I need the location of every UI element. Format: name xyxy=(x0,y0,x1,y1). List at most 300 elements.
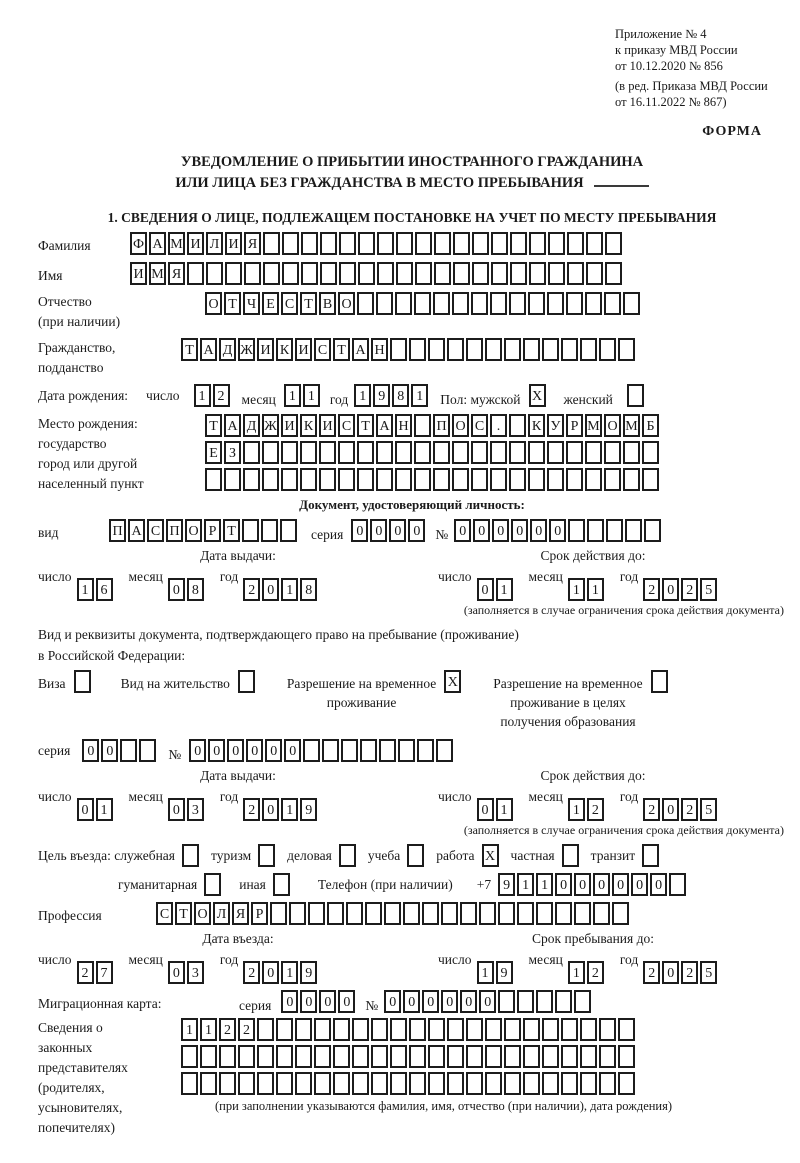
representatives-cell[interactable] xyxy=(276,1018,293,1041)
patronymic-cell[interactable]: С xyxy=(281,292,298,315)
representatives-cell[interactable] xyxy=(257,1072,274,1095)
doc-kind-cell[interactable]: Р xyxy=(204,519,221,542)
permit-valid-month-cell[interactable]: 1 xyxy=(568,798,585,821)
profession-cell[interactable] xyxy=(441,902,458,925)
representatives-cell[interactable] xyxy=(409,1045,426,1068)
representatives-cell[interactable] xyxy=(561,1018,578,1041)
phone-cell[interactable]: 0 xyxy=(631,873,648,896)
entry-year-cell[interactable]: 9 xyxy=(300,961,317,984)
birth-place-cell[interactable]: Е xyxy=(205,441,222,464)
phone-cell[interactable] xyxy=(669,873,686,896)
permit-number-cell[interactable] xyxy=(322,739,339,762)
name-cell[interactable] xyxy=(548,262,565,285)
birth-place-cell[interactable] xyxy=(452,468,469,491)
representatives-cell[interactable]: 2 xyxy=(238,1018,255,1041)
patronymic-cell[interactable] xyxy=(376,292,393,315)
representatives-cell[interactable] xyxy=(466,1045,483,1068)
birth-place-cell[interactable] xyxy=(566,468,583,491)
citizenship-cell[interactable] xyxy=(580,338,597,361)
birth-place-cell[interactable] xyxy=(338,441,355,464)
doc-issue-year-cell[interactable]: 8 xyxy=(300,578,317,601)
birth-place-cell[interactable] xyxy=(433,441,450,464)
representatives-cell[interactable] xyxy=(542,1045,559,1068)
birth-place-cell[interactable] xyxy=(433,468,450,491)
representatives-cell[interactable] xyxy=(352,1072,369,1095)
representatives-cell[interactable] xyxy=(447,1072,464,1095)
doc-series-cell[interactable]: 0 xyxy=(389,519,406,542)
birth-place-cell[interactable]: . xyxy=(490,414,507,437)
birth-place-cell[interactable] xyxy=(376,441,393,464)
representatives-cell[interactable] xyxy=(295,1072,312,1095)
citizenship-cell[interactable]: К xyxy=(276,338,293,361)
entry-month-cell[interactable]: 0 xyxy=(168,961,185,984)
representatives-cell[interactable] xyxy=(561,1072,578,1095)
purpose-business-checkbox[interactable] xyxy=(339,844,356,867)
doc-number-cell[interactable] xyxy=(644,519,661,542)
surname-cell[interactable] xyxy=(301,232,318,255)
permit-issue-day-cell[interactable]: 1 xyxy=(96,798,113,821)
purpose-other-checkbox[interactable] xyxy=(273,873,290,896)
representatives-cell[interactable] xyxy=(447,1018,464,1041)
birth-place-cell[interactable]: У xyxy=(547,414,564,437)
citizenship-cell[interactable] xyxy=(485,338,502,361)
doc-number-cell[interactable] xyxy=(587,519,604,542)
birth-place-cell[interactable] xyxy=(528,441,545,464)
birth-place-cell[interactable] xyxy=(452,441,469,464)
birth-place-cell[interactable]: О xyxy=(604,414,621,437)
representatives-cell[interactable] xyxy=(257,1018,274,1041)
patronymic-cell[interactable] xyxy=(547,292,564,315)
patronymic-cell[interactable] xyxy=(471,292,488,315)
doc-number-cell[interactable]: 0 xyxy=(549,519,566,542)
profession-cell[interactable] xyxy=(346,902,363,925)
doc-issue-year-cell[interactable]: 2 xyxy=(243,578,260,601)
birth-place-cell[interactable] xyxy=(490,441,507,464)
entry-year-cell[interactable]: 0 xyxy=(262,961,279,984)
representatives-cell[interactable] xyxy=(200,1045,217,1068)
stay-year-cell[interactable]: 5 xyxy=(700,961,717,984)
surname-cell[interactable] xyxy=(434,232,451,255)
entry-month-cell[interactable]: 3 xyxy=(187,961,204,984)
name-cell[interactable] xyxy=(529,262,546,285)
phone-cell[interactable]: 9 xyxy=(498,873,515,896)
name-cell[interactable] xyxy=(434,262,451,285)
phone-cell[interactable]: 0 xyxy=(555,873,572,896)
patronymic-cell[interactable]: О xyxy=(338,292,355,315)
representatives-cell[interactable] xyxy=(409,1018,426,1041)
permit-valid-year-cell[interactable]: 0 xyxy=(662,798,679,821)
profession-cell[interactable] xyxy=(289,902,306,925)
surname-cell[interactable] xyxy=(472,232,489,255)
citizenship-cell[interactable]: Т xyxy=(333,338,350,361)
sex-male-checkbox[interactable]: X xyxy=(529,384,546,407)
name-cell[interactable] xyxy=(377,262,394,285)
representatives-cell[interactable] xyxy=(219,1072,236,1095)
permit-number-cell[interactable] xyxy=(341,739,358,762)
patronymic-cell[interactable] xyxy=(509,292,526,315)
birth-place-cell[interactable] xyxy=(490,468,507,491)
representatives-cell[interactable] xyxy=(371,1072,388,1095)
name-cell[interactable] xyxy=(225,262,242,285)
permit-number-cell[interactable]: 0 xyxy=(265,739,282,762)
representatives-cell[interactable] xyxy=(371,1045,388,1068)
citizenship-cell[interactable]: И xyxy=(257,338,274,361)
permit-valid-year-cell[interactable]: 2 xyxy=(681,798,698,821)
surname-cell[interactable] xyxy=(510,232,527,255)
representatives-cell[interactable] xyxy=(485,1045,502,1068)
profession-cell[interactable]: Я xyxy=(232,902,249,925)
profession-cell[interactable] xyxy=(365,902,382,925)
name-cell[interactable] xyxy=(244,262,261,285)
representatives-cell[interactable] xyxy=(352,1018,369,1041)
permit-number-cell[interactable] xyxy=(360,739,377,762)
surname-cell[interactable] xyxy=(377,232,394,255)
doc-valid-month-cell[interactable]: 1 xyxy=(568,578,585,601)
birth-place-cell[interactable]: А xyxy=(376,414,393,437)
purpose-work-checkbox[interactable]: X xyxy=(482,844,499,867)
purpose-study-checkbox[interactable] xyxy=(407,844,424,867)
doc-issue-year-cell[interactable]: 1 xyxy=(281,578,298,601)
migration-number-cell[interactable] xyxy=(574,990,591,1013)
name-cell[interactable] xyxy=(586,262,603,285)
surname-cell[interactable] xyxy=(339,232,356,255)
birth-place-cell[interactable]: Т xyxy=(357,414,374,437)
citizenship-cell[interactable]: Н xyxy=(371,338,388,361)
birth-place-cell[interactable] xyxy=(528,468,545,491)
representatives-cell[interactable] xyxy=(181,1072,198,1095)
birth-place-cell[interactable]: К xyxy=(528,414,545,437)
doc-issue-year-cell[interactable]: 0 xyxy=(262,578,279,601)
patronymic-cell[interactable] xyxy=(623,292,640,315)
profession-cell[interactable]: Т xyxy=(175,902,192,925)
representatives-cell[interactable] xyxy=(238,1045,255,1068)
name-cell[interactable] xyxy=(567,262,584,285)
permit-number-cell[interactable] xyxy=(436,739,453,762)
patronymic-cell[interactable]: Е xyxy=(262,292,279,315)
patronymic-cell[interactable]: Т xyxy=(224,292,241,315)
birth-month-cell[interactable]: 1 xyxy=(284,384,301,407)
representatives-cell[interactable] xyxy=(428,1018,445,1041)
birth-place-cell[interactable] xyxy=(604,441,621,464)
citizenship-cell[interactable]: И xyxy=(295,338,312,361)
purpose-private-checkbox[interactable] xyxy=(562,844,579,867)
phone-cell[interactable]: 1 xyxy=(517,873,534,896)
doc-issue-month-cell[interactable]: 0 xyxy=(168,578,185,601)
permit-valid-day-cell[interactable]: 1 xyxy=(496,798,513,821)
migration-number-cell[interactable]: 0 xyxy=(479,990,496,1013)
representatives-cell[interactable] xyxy=(333,1045,350,1068)
stay-day-cell[interactable]: 9 xyxy=(496,961,513,984)
patronymic-cell[interactable] xyxy=(357,292,374,315)
permit-issue-year-cell[interactable]: 9 xyxy=(300,798,317,821)
citizenship-cell[interactable] xyxy=(428,338,445,361)
representatives-cell[interactable] xyxy=(466,1018,483,1041)
representatives-cell[interactable] xyxy=(200,1072,217,1095)
birth-place-cell[interactable]: Н xyxy=(395,414,412,437)
phone-cell[interactable]: 0 xyxy=(650,873,667,896)
purpose-tourism-checkbox[interactable] xyxy=(258,844,275,867)
surname-cell[interactable]: Л xyxy=(206,232,223,255)
representatives-cell[interactable] xyxy=(618,1045,635,1068)
doc-valid-day-cell[interactable]: 1 xyxy=(496,578,513,601)
doc-number-cell[interactable] xyxy=(625,519,642,542)
doc-valid-year-cell[interactable]: 2 xyxy=(681,578,698,601)
representatives-cell[interactable] xyxy=(390,1045,407,1068)
representatives-cell[interactable] xyxy=(599,1045,616,1068)
representatives-cell[interactable]: 1 xyxy=(200,1018,217,1041)
birth-place-cell[interactable]: М xyxy=(585,414,602,437)
representatives-cell[interactable] xyxy=(618,1018,635,1041)
citizenship-cell[interactable] xyxy=(447,338,464,361)
name-cell[interactable]: И xyxy=(130,262,147,285)
doc-valid-year-cell[interactable]: 2 xyxy=(643,578,660,601)
profession-cell[interactable]: Р xyxy=(251,902,268,925)
representatives-cell[interactable] xyxy=(276,1072,293,1095)
profession-cell[interactable] xyxy=(308,902,325,925)
phone-cell[interactable]: 1 xyxy=(536,873,553,896)
migration-number-cell[interactable]: 0 xyxy=(422,990,439,1013)
representatives-cell[interactable] xyxy=(295,1018,312,1041)
representatives-cell[interactable] xyxy=(428,1072,445,1095)
representatives-cell[interactable] xyxy=(523,1072,540,1095)
patronymic-cell[interactable] xyxy=(452,292,469,315)
stay-year-cell[interactable]: 0 xyxy=(662,961,679,984)
profession-cell[interactable] xyxy=(422,902,439,925)
birth-place-cell[interactable] xyxy=(414,414,431,437)
surname-cell[interactable]: М xyxy=(168,232,185,255)
representatives-cell[interactable] xyxy=(276,1045,293,1068)
doc-number-cell[interactable]: 0 xyxy=(530,519,547,542)
profession-cell[interactable] xyxy=(270,902,287,925)
representatives-cell[interactable] xyxy=(390,1072,407,1095)
birth-place-cell[interactable] xyxy=(300,441,317,464)
name-cell[interactable] xyxy=(320,262,337,285)
representatives-cell[interactable] xyxy=(428,1045,445,1068)
representatives-cell[interactable] xyxy=(523,1018,540,1041)
entry-year-cell[interactable]: 2 xyxy=(243,961,260,984)
citizenship-cell[interactable] xyxy=(542,338,559,361)
surname-cell[interactable] xyxy=(586,232,603,255)
patronymic-cell[interactable] xyxy=(395,292,412,315)
birth-place-cell[interactable]: А xyxy=(224,414,241,437)
permit-issue-year-cell[interactable]: 1 xyxy=(281,798,298,821)
birth-year-cell[interactable]: 8 xyxy=(392,384,409,407)
representatives-cell[interactable] xyxy=(542,1072,559,1095)
doc-issue-day-cell[interactable]: 1 xyxy=(77,578,94,601)
name-cell[interactable] xyxy=(187,262,204,285)
birth-place-cell[interactable] xyxy=(623,468,640,491)
migration-series-cell[interactable]: 0 xyxy=(319,990,336,1013)
stay-month-cell[interactable]: 2 xyxy=(587,961,604,984)
patronymic-cell[interactable]: Ч xyxy=(243,292,260,315)
surname-cell[interactable] xyxy=(263,232,280,255)
phone-cell[interactable]: 0 xyxy=(593,873,610,896)
citizenship-cell[interactable] xyxy=(599,338,616,361)
birth-place-cell[interactable] xyxy=(395,468,412,491)
birth-place-cell[interactable] xyxy=(509,414,526,437)
representatives-cell[interactable] xyxy=(314,1045,331,1068)
representatives-cell[interactable] xyxy=(580,1018,597,1041)
profession-cell[interactable] xyxy=(555,902,572,925)
representatives-cell[interactable] xyxy=(219,1045,236,1068)
entry-year-cell[interactable]: 1 xyxy=(281,961,298,984)
birth-place-cell[interactable] xyxy=(471,441,488,464)
migration-number-cell[interactable]: 0 xyxy=(384,990,401,1013)
birth-place-cell[interactable]: И xyxy=(319,414,336,437)
representatives-cell[interactable] xyxy=(238,1072,255,1095)
entry-day-cell[interactable]: 7 xyxy=(96,961,113,984)
surname-cell[interactable]: Я xyxy=(244,232,261,255)
name-cell[interactable] xyxy=(605,262,622,285)
representatives-cell[interactable] xyxy=(390,1018,407,1041)
patronymic-cell[interactable] xyxy=(433,292,450,315)
permit-valid-day-cell[interactable]: 0 xyxy=(477,798,494,821)
citizenship-cell[interactable] xyxy=(504,338,521,361)
surname-cell[interactable] xyxy=(529,232,546,255)
profession-cell[interactable] xyxy=(327,902,344,925)
representatives-cell[interactable] xyxy=(295,1045,312,1068)
representatives-cell[interactable] xyxy=(504,1045,521,1068)
birth-place-cell[interactable]: Б xyxy=(642,414,659,437)
birth-place-cell[interactable]: Д xyxy=(243,414,260,437)
migration-number-cell[interactable]: 0 xyxy=(460,990,477,1013)
name-cell[interactable]: Я xyxy=(168,262,185,285)
birth-day-cell[interactable]: 1 xyxy=(194,384,211,407)
entry-day-cell[interactable]: 2 xyxy=(77,961,94,984)
permit-number-cell[interactable] xyxy=(303,739,320,762)
representatives-cell[interactable] xyxy=(314,1072,331,1095)
birth-place-cell[interactable] xyxy=(604,468,621,491)
name-cell[interactable] xyxy=(339,262,356,285)
birth-place-cell[interactable] xyxy=(509,441,526,464)
migration-number-cell[interactable] xyxy=(517,990,534,1013)
sex-female-checkbox[interactable] xyxy=(627,384,644,407)
representatives-cell[interactable]: 1 xyxy=(181,1018,198,1041)
permit-number-cell[interactable] xyxy=(398,739,415,762)
phone-cell[interactable]: 0 xyxy=(612,873,629,896)
profession-cell[interactable] xyxy=(536,902,553,925)
doc-number-cell[interactable]: 0 xyxy=(492,519,509,542)
profession-cell[interactable] xyxy=(612,902,629,925)
doc-number-cell[interactable] xyxy=(568,519,585,542)
representatives-cell[interactable] xyxy=(447,1045,464,1068)
visa-checkbox[interactable] xyxy=(74,670,91,693)
surname-cell[interactable] xyxy=(548,232,565,255)
purpose-humanitarian-checkbox[interactable] xyxy=(204,873,221,896)
birth-place-cell[interactable] xyxy=(509,468,526,491)
citizenship-cell[interactable] xyxy=(390,338,407,361)
permit-issue-month-cell[interactable]: 3 xyxy=(187,798,204,821)
profession-cell[interactable] xyxy=(593,902,610,925)
representatives-cell[interactable] xyxy=(504,1018,521,1041)
doc-series-cell[interactable]: 0 xyxy=(408,519,425,542)
representatives-cell[interactable] xyxy=(580,1045,597,1068)
citizenship-cell[interactable]: Ж xyxy=(238,338,255,361)
birth-place-cell[interactable] xyxy=(547,441,564,464)
birth-place-cell[interactable] xyxy=(357,441,374,464)
representatives-cell[interactable] xyxy=(485,1018,502,1041)
stay-year-cell[interactable]: 2 xyxy=(643,961,660,984)
doc-kind-cell[interactable] xyxy=(242,519,259,542)
birth-place-cell[interactable]: З xyxy=(224,441,241,464)
permit-number-cell[interactable]: 0 xyxy=(208,739,225,762)
birth-year-cell[interactable]: 9 xyxy=(373,384,390,407)
representatives-cell[interactable] xyxy=(352,1045,369,1068)
birth-place-cell[interactable] xyxy=(262,441,279,464)
name-cell[interactable] xyxy=(301,262,318,285)
name-cell[interactable] xyxy=(472,262,489,285)
doc-issue-day-cell[interactable]: 6 xyxy=(96,578,113,601)
name-cell[interactable] xyxy=(206,262,223,285)
migration-number-cell[interactable]: 0 xyxy=(441,990,458,1013)
representatives-cell[interactable] xyxy=(409,1072,426,1095)
birth-place-cell[interactable] xyxy=(642,441,659,464)
profession-cell[interactable] xyxy=(574,902,591,925)
edu-permit-checkbox[interactable] xyxy=(651,670,668,693)
doc-kind-cell[interactable]: А xyxy=(128,519,145,542)
purpose-official-checkbox[interactable] xyxy=(182,844,199,867)
migration-number-cell[interactable] xyxy=(536,990,553,1013)
birth-place-cell[interactable] xyxy=(414,468,431,491)
birth-year-cell[interactable]: 1 xyxy=(411,384,428,407)
doc-kind-cell[interactable] xyxy=(261,519,278,542)
representatives-cell[interactable] xyxy=(466,1072,483,1095)
permit-series-cell[interactable] xyxy=(139,739,156,762)
patronymic-cell[interactable]: В xyxy=(319,292,336,315)
birth-place-cell[interactable] xyxy=(566,441,583,464)
birth-place-cell[interactable] xyxy=(300,468,317,491)
birth-place-cell[interactable] xyxy=(585,441,602,464)
permit-number-cell[interactable] xyxy=(417,739,434,762)
doc-kind-cell[interactable]: Т xyxy=(223,519,240,542)
surname-cell[interactable] xyxy=(567,232,584,255)
representatives-cell[interactable] xyxy=(523,1045,540,1068)
doc-kind-cell[interactable]: П xyxy=(166,519,183,542)
representatives-cell[interactable] xyxy=(504,1072,521,1095)
permit-number-cell[interactable]: 0 xyxy=(246,739,263,762)
birth-place-cell[interactable] xyxy=(623,441,640,464)
birth-place-cell[interactable] xyxy=(319,441,336,464)
name-cell[interactable] xyxy=(358,262,375,285)
birth-place-cell[interactable] xyxy=(547,468,564,491)
citizenship-cell[interactable] xyxy=(618,338,635,361)
birth-place-cell[interactable]: Р xyxy=(566,414,583,437)
doc-number-cell[interactable]: 0 xyxy=(473,519,490,542)
name-cell[interactable] xyxy=(453,262,470,285)
permit-number-cell[interactable]: 0 xyxy=(284,739,301,762)
permit-number-cell[interactable]: 0 xyxy=(227,739,244,762)
migration-series-cell[interactable]: 0 xyxy=(338,990,355,1013)
birth-place-cell[interactable] xyxy=(281,441,298,464)
representatives-cell[interactable] xyxy=(333,1018,350,1041)
migration-number-cell[interactable] xyxy=(555,990,572,1013)
citizenship-cell[interactable]: Т xyxy=(181,338,198,361)
profession-cell[interactable] xyxy=(460,902,477,925)
birth-place-cell[interactable] xyxy=(224,468,241,491)
permit-valid-year-cell[interactable]: 5 xyxy=(700,798,717,821)
stay-day-cell[interactable]: 1 xyxy=(477,961,494,984)
doc-valid-year-cell[interactable]: 5 xyxy=(700,578,717,601)
permit-issue-year-cell[interactable]: 0 xyxy=(262,798,279,821)
birth-place-cell[interactable]: С xyxy=(471,414,488,437)
patronymic-cell[interactable]: О xyxy=(205,292,222,315)
surname-cell[interactable] xyxy=(358,232,375,255)
birth-place-cell[interactable] xyxy=(376,468,393,491)
profession-cell[interactable] xyxy=(479,902,496,925)
citizenship-cell[interactable]: А xyxy=(352,338,369,361)
migration-number-cell[interactable]: 0 xyxy=(403,990,420,1013)
representatives-cell[interactable] xyxy=(333,1072,350,1095)
